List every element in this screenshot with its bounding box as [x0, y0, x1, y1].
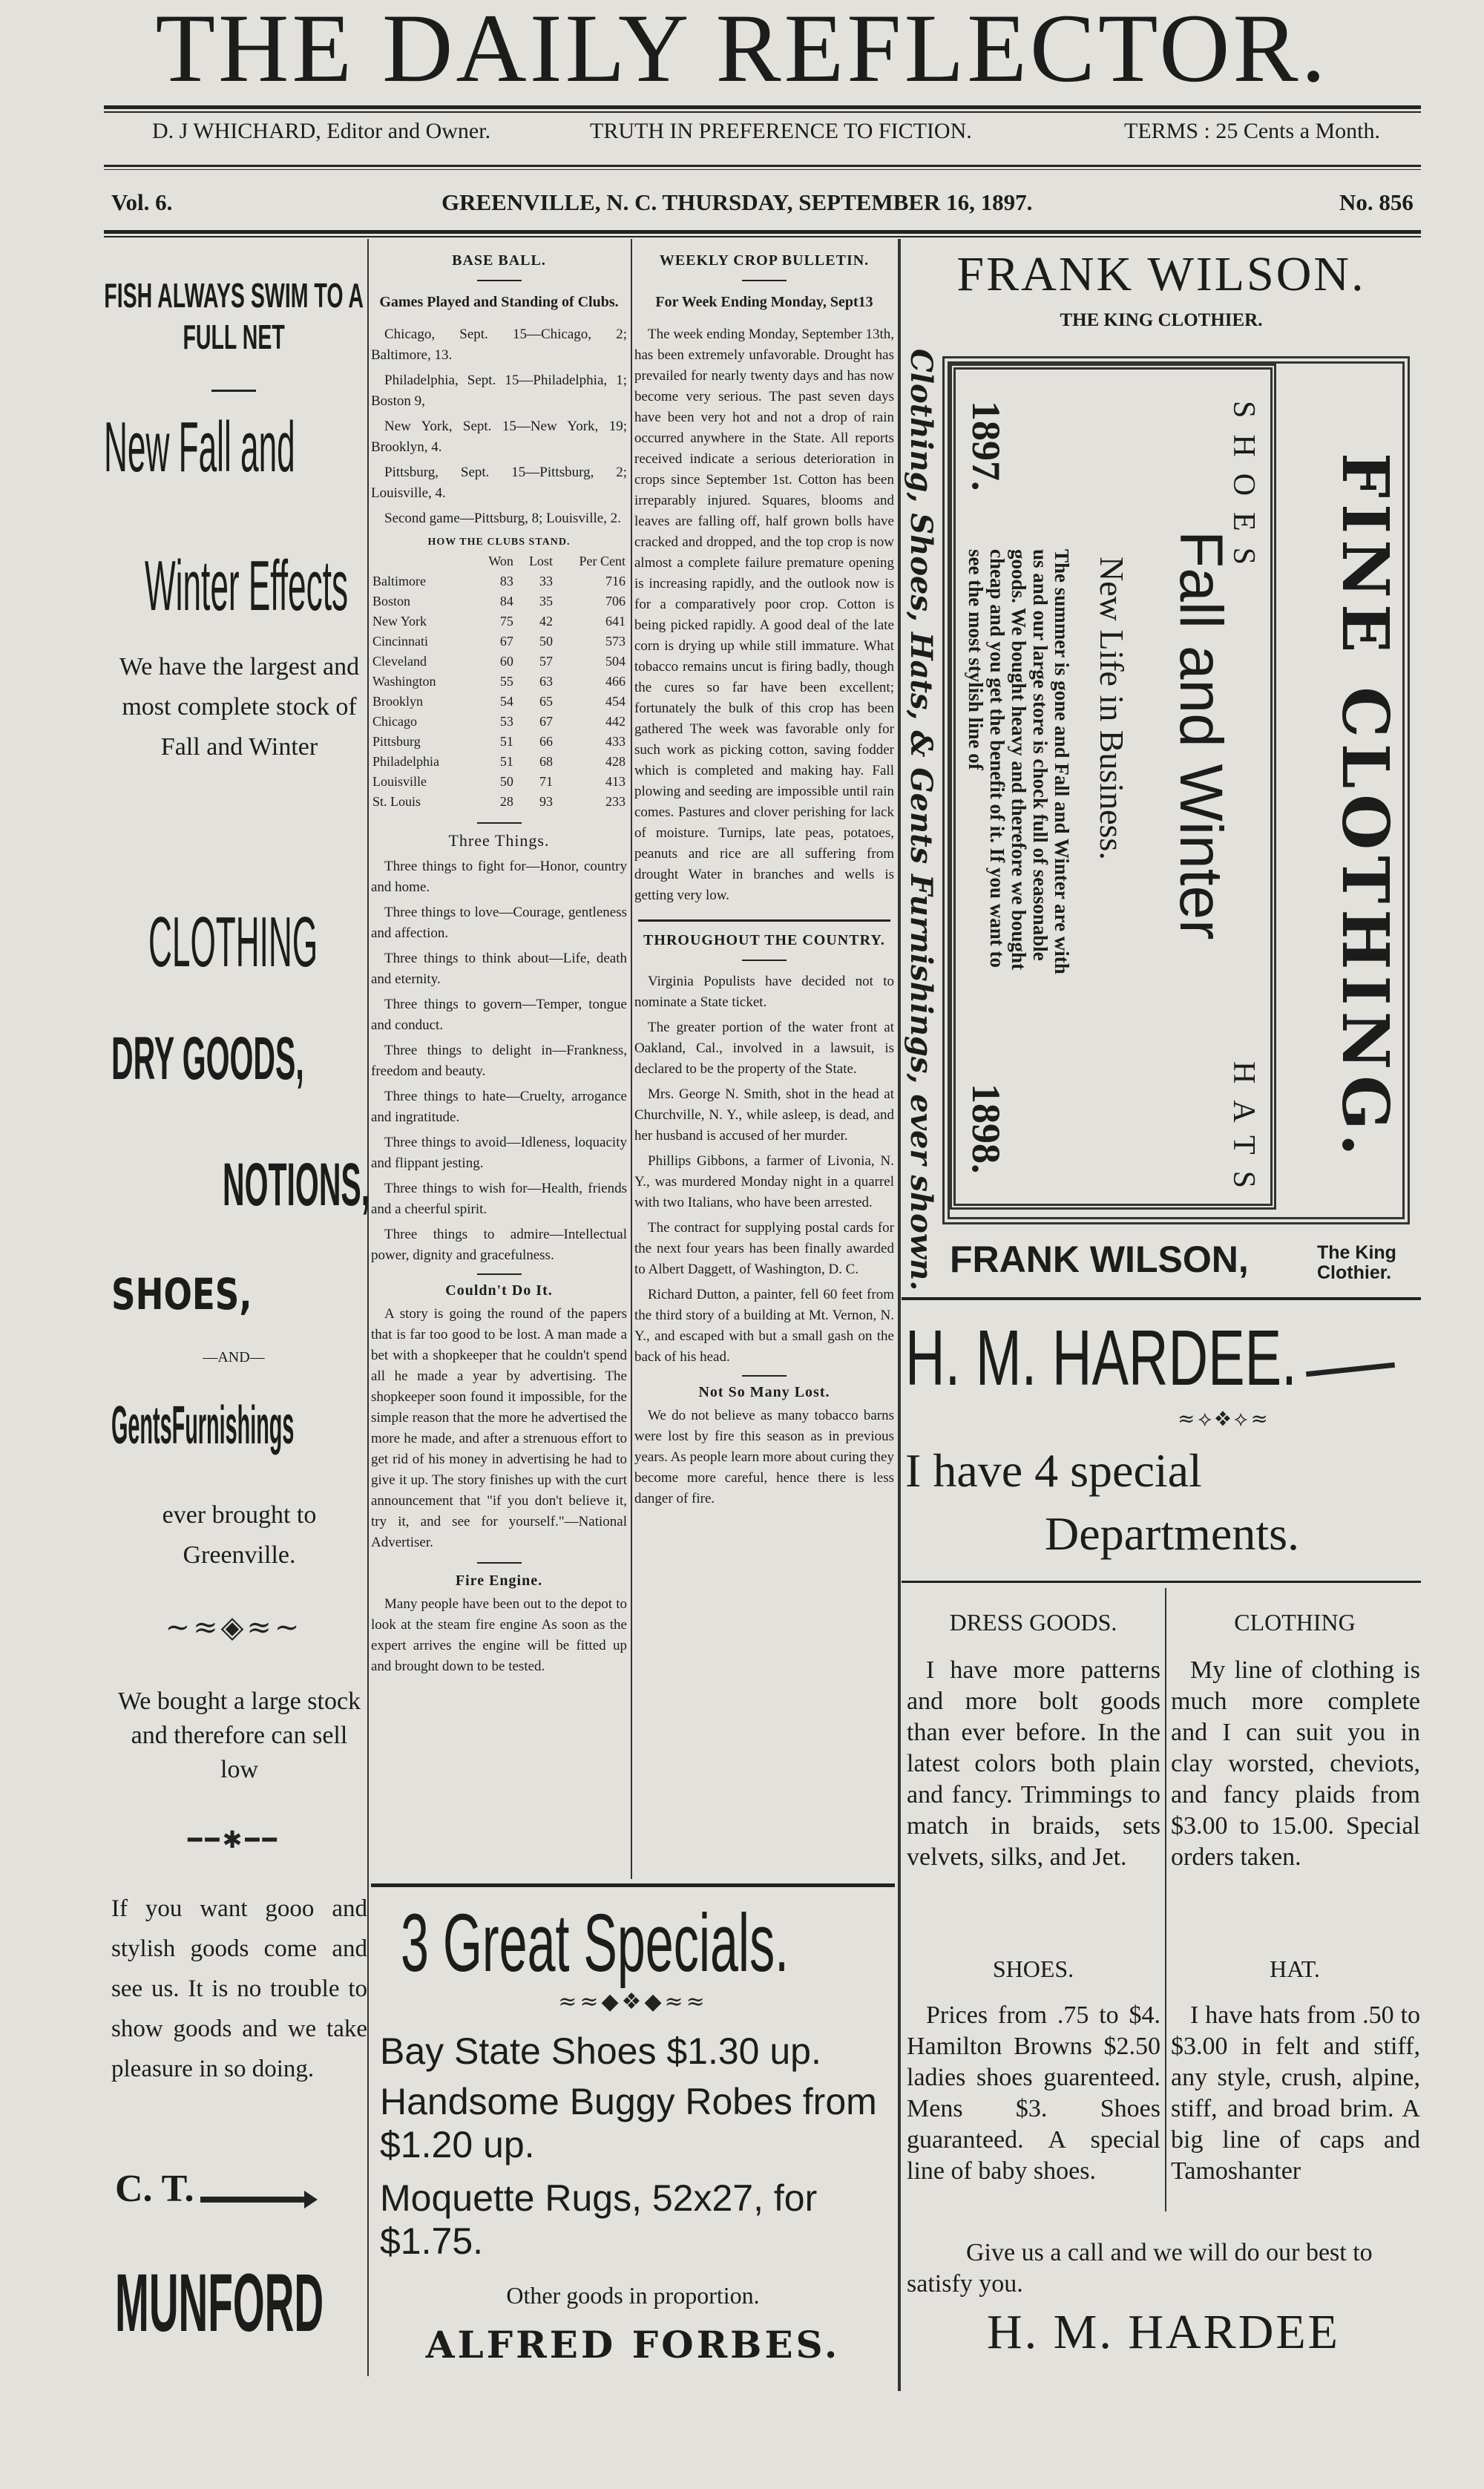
- masthead-rule: [104, 105, 1421, 109]
- table-row: [371, 792, 627, 812]
- game-result: Chicago, Sept. 15—Chicago, 2; Baltimore, 13.: [371, 327, 627, 363]
- tobacco-body: [634, 1406, 894, 1509]
- team-name: Boston: [372, 594, 411, 609]
- pointing-arrow-icon: [200, 2197, 312, 2203]
- dry-goods-word: DRY GOODS,: [111, 1025, 304, 1092]
- ornament-flourish-icon: ≈≈◆❖◆≈≈: [558, 1989, 708, 2015]
- forbes-name: ALFRED FORBES.: [425, 2323, 841, 2367]
- team-name: Cincinnati: [372, 634, 428, 649]
- per-cent: 466: [605, 674, 626, 689]
- forbes-lines: [380, 2030, 892, 2263]
- forbes-other: Other goods in proportion.: [506, 2282, 760, 2309]
- divider: [477, 1562, 522, 1564]
- couldnt-text: A story is going the round of the papers that is far too good to be lost. A man made a bet with a shopkeeper that he couldn't spend all he made a year by advertising. The shopkeeper soon found it impossible, for the simple reason that the more he advertised the more he made, and after a strenuous effort to get rid of his money in advertising he had to give it up. The story finishes up with the curt announcement that "if you don't believe it, try it, and see for yourself."—National Advertiser.: [371, 1306, 627, 1550]
- forbes-line-rugs: Moquette Rugs, 52x27, for $1.75.: [380, 2177, 818, 2262]
- masthead-rule-thin: [104, 111, 1421, 113]
- won: 51: [499, 734, 513, 749]
- three-things-title: Three Things.: [448, 831, 550, 850]
- wilson-fine-clothing: FINE CLOTHING.: [1327, 453, 1402, 1162]
- team-name: St. Louis: [372, 794, 421, 809]
- lost: 65: [539, 694, 553, 709]
- per-cent: 641: [605, 614, 626, 629]
- wilson-side: Clothing, Shoes, Hats, & Gents Furnishings, ever shown.: [904, 349, 939, 1291]
- table-header-cell: Per Cent: [579, 554, 626, 568]
- column-rule: [898, 239, 901, 2391]
- munford-want: If you want gooo and stylish goods come and see us. It is no trouble to show goods and we take pleasure in so doing.: [111, 1895, 367, 2082]
- three-things-item: Three things to delight in—Frankness, freedom and beauty.: [371, 1043, 627, 1079]
- rule: [104, 165, 1421, 167]
- hardee-name: H. M. HARDEE.: [905, 1314, 1297, 1402]
- shoes-title: SHOES.: [992, 1955, 1074, 1982]
- new-fall: New Fall and: [104, 407, 295, 487]
- won: 75: [499, 614, 513, 629]
- ever-brought: ever brought to Greenville.: [162, 1501, 317, 1569]
- ornament-flourish-icon: ≈⟡❖⟡≈: [1178, 1406, 1271, 1431]
- issue-number: No. 856: [1339, 189, 1414, 215]
- hat-title: HAT.: [1270, 1955, 1320, 1982]
- game-result: Second game—Pittsburg, 8; Louisville, 2.: [384, 511, 621, 526]
- per-cent: 454: [605, 694, 626, 709]
- clothing-body: My line of clothing is much more complete and I can suit you in clay worsted, cheviots, and fancy plaids from $3.00 to 15.00. Special orders taken.: [1171, 1656, 1420, 1871]
- won: 55: [499, 674, 513, 689]
- divider: [742, 280, 787, 281]
- lost: 42: [539, 614, 553, 629]
- table-header: [371, 551, 627, 571]
- per-cent: 504: [605, 654, 626, 669]
- team-name: Washington: [372, 674, 436, 689]
- lost: 50: [539, 634, 553, 649]
- crop-body: [634, 324, 894, 906]
- won: 51: [499, 754, 513, 769]
- per-cent: 413: [605, 774, 626, 789]
- table-row: [371, 712, 627, 732]
- baseball-title: BASE BALL.: [452, 252, 546, 269]
- wilson-year-1897: 1897.: [964, 401, 1008, 491]
- baseball-subtitle: Games Played and Standing of Clubs.: [379, 294, 619, 310]
- dateline: GREENVILLE, N. C. THURSDAY, SEPTEMBER 16, 1897.: [441, 189, 1033, 215]
- dress-title: DRESS GOODS.: [949, 1609, 1117, 1636]
- tobacco-text: We do not believe as many tobacco barns were lost by fire this season as in previous years. As people learn more about curing they become more careful, hence there is less danger of fire.: [634, 1408, 894, 1506]
- per-cent: 233: [605, 794, 626, 809]
- wilson-body: The summer is gone and Fall and Winter are with us and our large store is chock full of seasonable goods. We bought heavy and therefore we bought cheap and you get the benefit of it. If you want to see the most stylish line of: [965, 549, 1073, 974]
- lost: 33: [539, 574, 553, 588]
- country-item: Phillips Gibbons, a farmer of Livonia, N. Y., was murdered Monday night in a quarrel with two Italians, who have been arrested.: [634, 1153, 894, 1210]
- country-title: THROUGHOUT THE COUNTRY.: [643, 932, 885, 948]
- notions-word: NOTIONS,: [223, 1151, 370, 1219]
- gents-word: GentsFurnishings: [111, 1396, 295, 1455]
- game-result: Pittsburg, Sept. 15—Pittsburg, 2; Louisville, 4.: [371, 465, 627, 501]
- country-item: The greater portion of the water front at Oakland, Cal., involved in a lawsuit, is declared to be the property of the State.: [634, 1020, 894, 1077]
- team-name: Brooklyn: [372, 694, 424, 709]
- three-things-item: Three things to govern—Temper, tongue and conduct.: [371, 997, 627, 1033]
- per-cent: 428: [605, 754, 626, 769]
- three-things-item: Three things to admire—Intellectual power, dignity and gracefulness.: [371, 1227, 627, 1263]
- table-row: [371, 571, 627, 591]
- hat-body: I have hats from .50 to $3.00 in felt and stiff, any style, crush, alpine, stiff, and broad brim. A big line of caps and Tamoshanter: [1171, 2001, 1420, 2185]
- won: 50: [499, 774, 513, 789]
- ad-rule: [902, 1297, 1421, 1300]
- dress-body: I have more patterns and more bolt goods than ever before. In the latest colors both plain and fancy. Trimmings to match in braids, sets velvets, silks, and Jet.: [907, 1656, 1160, 1871]
- table-header-cell: [371, 551, 474, 571]
- per-cent: 706: [605, 594, 626, 609]
- per-cent: 433: [605, 734, 626, 749]
- game-result: Philadelphia, Sept. 15—Philadelphia, 1; Boston 9,: [371, 373, 627, 409]
- lost: 71: [539, 774, 553, 789]
- volume: Vol. 6.: [111, 189, 173, 215]
- forbes-headline: 3 Great Specials.: [401, 1898, 789, 1989]
- shoes-word: SHOES,: [111, 1269, 252, 1319]
- table-row: [371, 632, 627, 652]
- won: 84: [499, 594, 513, 609]
- wilson-year-1898: 1898.: [964, 1083, 1008, 1174]
- munford-intro: We have the largest and most complete stock of Fall and Winter: [119, 653, 360, 761]
- clothing-title: CLOTHING: [1234, 1609, 1356, 1636]
- forbes-line-robes: Handsome Buggy Robes from $1.20 up.: [380, 2081, 877, 2165]
- couldnt-title: Couldn't Do It.: [445, 1282, 553, 1299]
- won: 54: [499, 694, 513, 709]
- forbes-line-shoes: Bay State Shoes $1.30 up.: [380, 2030, 821, 2072]
- country-item: Mrs. George N. Smith, shot in the head at Churchville, N. Y., while asleep, is dead, and her husband is accused of her murder.: [634, 1086, 894, 1144]
- column-rule: [631, 239, 632, 1879]
- ct-initials: C. T.: [115, 2168, 194, 2210]
- ad-rule: [371, 1883, 895, 1887]
- divider: [477, 822, 522, 824]
- bought-large: We bought a large stock and therefore can sell low: [117, 1688, 361, 1783]
- divider: [742, 960, 787, 961]
- table-header-cell: Won: [488, 554, 513, 568]
- lost: 66: [539, 734, 553, 749]
- divider: [477, 1273, 522, 1275]
- divider: [477, 280, 522, 281]
- wilson-shoes: SHOES: [1227, 401, 1261, 582]
- table-row: [371, 672, 627, 692]
- wilson-fall-winter: Fall and Winter: [1167, 531, 1235, 940]
- lost: 63: [539, 674, 553, 689]
- won: 60: [499, 654, 513, 669]
- per-cent: 573: [605, 634, 626, 649]
- baseball-section: [371, 252, 627, 1682]
- standings-title: HOW THE CLUBS STAND.: [427, 537, 571, 548]
- couldnt-body: [371, 1304, 627, 1553]
- three-things-item: Three things to wish for—Health, friends and a cheerful spirit.: [371, 1181, 627, 1217]
- motto: TRUTH IN PREFERENCE TO FICTION.: [590, 119, 972, 143]
- per-cent: 716: [605, 574, 626, 588]
- winter-effects: Winter Effects: [145, 546, 349, 626]
- masthead-title: THE DAILY REFLECTOR.: [155, 0, 1329, 102]
- munford-ad: [104, 275, 364, 358]
- crop-text: The week ending Monday, September 13th, has been extremely unfavorable. Drought has prevailed for nearly twenty days and has now become very serious. The past seven days have been very hot and not a drop of rain occurred anywhere in the State. All reports received indicate a serious deterioration in crops since September 1st. Cotton has been irreparably injured. Squares, blooms and leaves are falling off, half grown bolls have cracked and dropped, and the top crop is now almost a complete failure premature opening is increasing rapidly, and the outlook now is for a comparatively poor crop. Cotton is being picked rapidly. A good deal of the late corn is drying up while still immature. What tobacco remains uncut is firing badly, though the cures so far have been excellent; fortunately the bulk of this crop has been gathered The week was favorable only for such work as picking cotton, saving fodder which is completed and making hay. Fall plowing and seeding are impossible until rain comes. Pastures and clover perishing for lack of moisture. Turnips, late peas, potatoes, peanuts and rice are all suffering from drought Water in branches and wells is getting very low.: [634, 327, 894, 903]
- wilson-hats: HATS: [1227, 1061, 1261, 1205]
- crop-section: [634, 252, 894, 1514]
- country-item: Richard Dutton, a painter, fell 60 feet from the third story of a building at Mt. Vernon, N. Y., and escaped with but a small gash on the back of his head.: [634, 1287, 894, 1365]
- lost: 57: [539, 654, 553, 669]
- three-things-list: [371, 856, 627, 1266]
- shoes-body: Prices from .75 to $4. Hamilton Browns $2.50 ladies shoes guarenteed. Mens $3. Shoes guaranteed. A special line of baby shoes.: [907, 2001, 1160, 2185]
- country-list: [634, 971, 894, 1368]
- table-row: [371, 652, 627, 672]
- table-row: [371, 752, 627, 772]
- won: 28: [499, 794, 513, 809]
- terms: TERMS : 25 Cents a Month.: [1124, 119, 1381, 143]
- country-item: Virginia Populists have decided not to nominate a State ticket.: [634, 974, 894, 1010]
- fire-body: [371, 1594, 627, 1677]
- divider: [211, 390, 256, 392]
- table-row: [371, 692, 627, 712]
- wilson-new-life: New Life in Business.: [1093, 557, 1131, 860]
- lost: 67: [539, 714, 553, 729]
- pointing-arrow-icon: [304, 2191, 318, 2208]
- ad-rule: [902, 1581, 1421, 1583]
- three-things-item: Three things to avoid—Idleness, loquacity and flippant jesting.: [371, 1135, 627, 1171]
- tobacco-title: Not So Many Lost.: [698, 1384, 830, 1400]
- editor-line: D. J WHICHARD, Editor and Owner.: [152, 119, 491, 143]
- hardee-departments: Departments.: [1045, 1507, 1299, 1560]
- won: 83: [499, 574, 513, 588]
- table-row: [371, 611, 627, 632]
- team-name: Pittsburg: [372, 734, 421, 749]
- rule: [104, 230, 1421, 234]
- three-things-item: Three things to love—Courage, gentleness and affection.: [371, 905, 627, 941]
- per-cent: 442: [605, 714, 626, 729]
- shoes-block: [111, 1269, 292, 1319]
- crop-title: WEEKLY CROP BULLETIN.: [659, 252, 870, 269]
- hardee-special: I have 4 special: [905, 1444, 1202, 1497]
- rule: [104, 236, 1421, 237]
- won: 53: [499, 714, 513, 729]
- country-item: The contract for supplying postal cards for the next four years has been finally awarded to Albert Daggett, of Washington, D. C.: [634, 1220, 894, 1277]
- team-name: Louisville: [372, 774, 427, 789]
- team-name: New York: [372, 614, 427, 629]
- wilson-tagline: THE KING CLOTHIER.: [1060, 310, 1263, 330]
- munford-name: MUNFORD: [115, 2257, 324, 2349]
- fire-text: Many people have been out to the depot to look at the steam fire engine As soon as the expert arrives the engine will be fitted up and brought down to be tested.: [371, 1596, 627, 1674]
- lost: 93: [539, 794, 553, 809]
- lost: 35: [539, 594, 553, 609]
- standings-table: [371, 551, 627, 812]
- crop-subtitle: For Week Ending Monday, Sept13: [655, 294, 873, 310]
- three-things-item: Three things to think about—Life, death and eternity.: [371, 951, 627, 987]
- and-word: —AND—: [203, 1349, 265, 1365]
- baseball-games: [371, 324, 627, 529]
- three-things-item: Three things to hate—Cruelty, arrogance and ingratitude.: [371, 1089, 627, 1125]
- team-name: Cleveland: [372, 654, 427, 669]
- wilson-footer-name: FRANK WILSON,: [950, 1239, 1249, 1280]
- table-row: [371, 591, 627, 611]
- ornament-flourish-icon: ~≈◈≈~: [165, 1610, 303, 1644]
- hardee-signature: H. M. HARDEE: [987, 2305, 1340, 2359]
- hardee-closing: Give us a call and we will do our best to satisfy you.: [907, 2239, 1373, 2298]
- table-header-cell: Lost: [528, 554, 553, 568]
- won: 67: [499, 634, 513, 649]
- clothing-word: CLOTHING: [148, 902, 318, 982]
- team-name: Baltimore: [372, 574, 426, 588]
- divider: [638, 919, 890, 922]
- team-name: Chicago: [372, 714, 417, 729]
- munford-headline: FISH ALWAYS SWIM TO A FULL NET: [104, 276, 364, 356]
- table-row: [371, 772, 627, 792]
- wilson-footer-tag: The King Clothier.: [1317, 1242, 1396, 1283]
- divider: [742, 1375, 787, 1377]
- lost: 68: [539, 754, 553, 769]
- hardee-name-block: [905, 1314, 1465, 1403]
- table-row: [371, 732, 627, 752]
- three-things-item: Three things to fight for—Honor, country and home.: [371, 859, 627, 895]
- game-result: New York, Sept. 15—New York, 19; Brooklyn, 4.: [371, 419, 627, 455]
- department-rule: [1165, 1588, 1166, 2211]
- fire-title: Fire Engine.: [455, 1573, 543, 1589]
- rule: [104, 169, 1421, 170]
- team-name: Philadelphia: [372, 754, 439, 769]
- wilson-name: FRANK WILSON.: [956, 247, 1366, 301]
- ornament-flourish-icon: ━━✱━━: [188, 1826, 280, 1854]
